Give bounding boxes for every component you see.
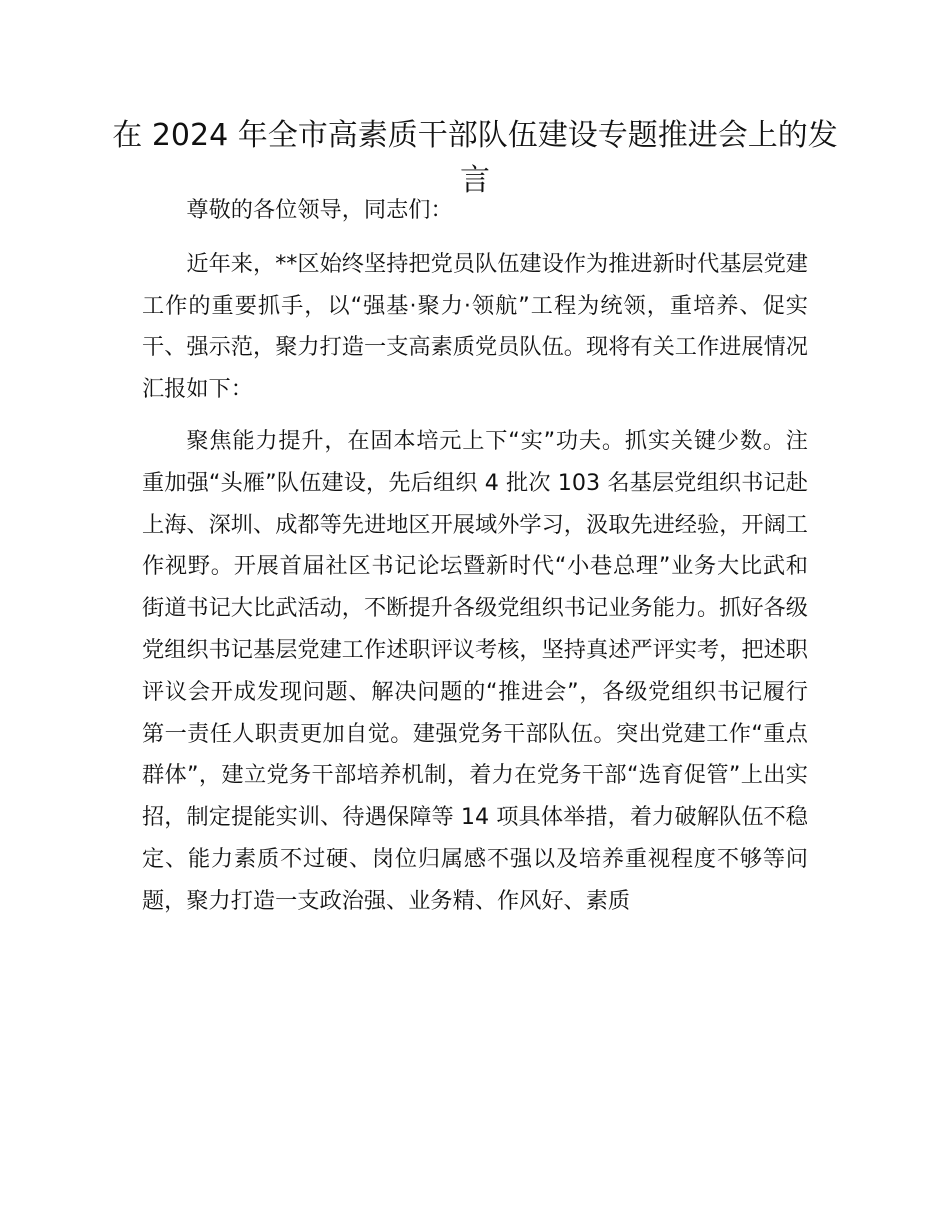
paragraph-intro: 近年来，**区始终坚持把党员队伍建设作为推进新时代基层党建工作的重要抓手，以“强基·聚力·领航”工程为统领，重培养、促实干、强示范，聚力打造一支高素质党员队伍。现将有关工作进展情况汇报如下： [142,250,808,403]
document-body [142,190,808,923]
document-title: 在 2024 年全市高素质干部队伍建设专题推进会上的发言 [112,118,838,198]
paragraph-capability: 聚焦能力提升，在固本培元上下“实”功夫。抓实关键少数。注重加强“头雁”队伍建设，先后组织 4 批次 103 名基层党组织书记赴上海、深圳、成都等先进地区开展域外学习，汲取先进经验，开阔工作视野。开展首届社区书记论坛暨新时代“小巷总理”业务大比武和街道书记大比武活动，不断提升各级党组织书记业务能力。抓好各级党组织书记基层党建工作述职评议考核，坚持真述严评实考，把述职评议会开成发现问题、解决问题的“推进会”，各级党组织书记履行第一责任人职责更加自觉。建强党务干部队伍。突出党建工作“重点群体”，建立党务干部培养机制，着力在党务干部“选育促管”上出实招，制定提能实训、待遇保障等 14 项具体举措，着力破解队伍不稳定、能力素质不过硬、岗位归属感不强以及培养重视程度不够等问题，聚力打造一支政治强、业务精、作风好、素质 [142,427,808,914]
greeting-line: 尊敬的各位领导，同志们： [186,197,453,223]
